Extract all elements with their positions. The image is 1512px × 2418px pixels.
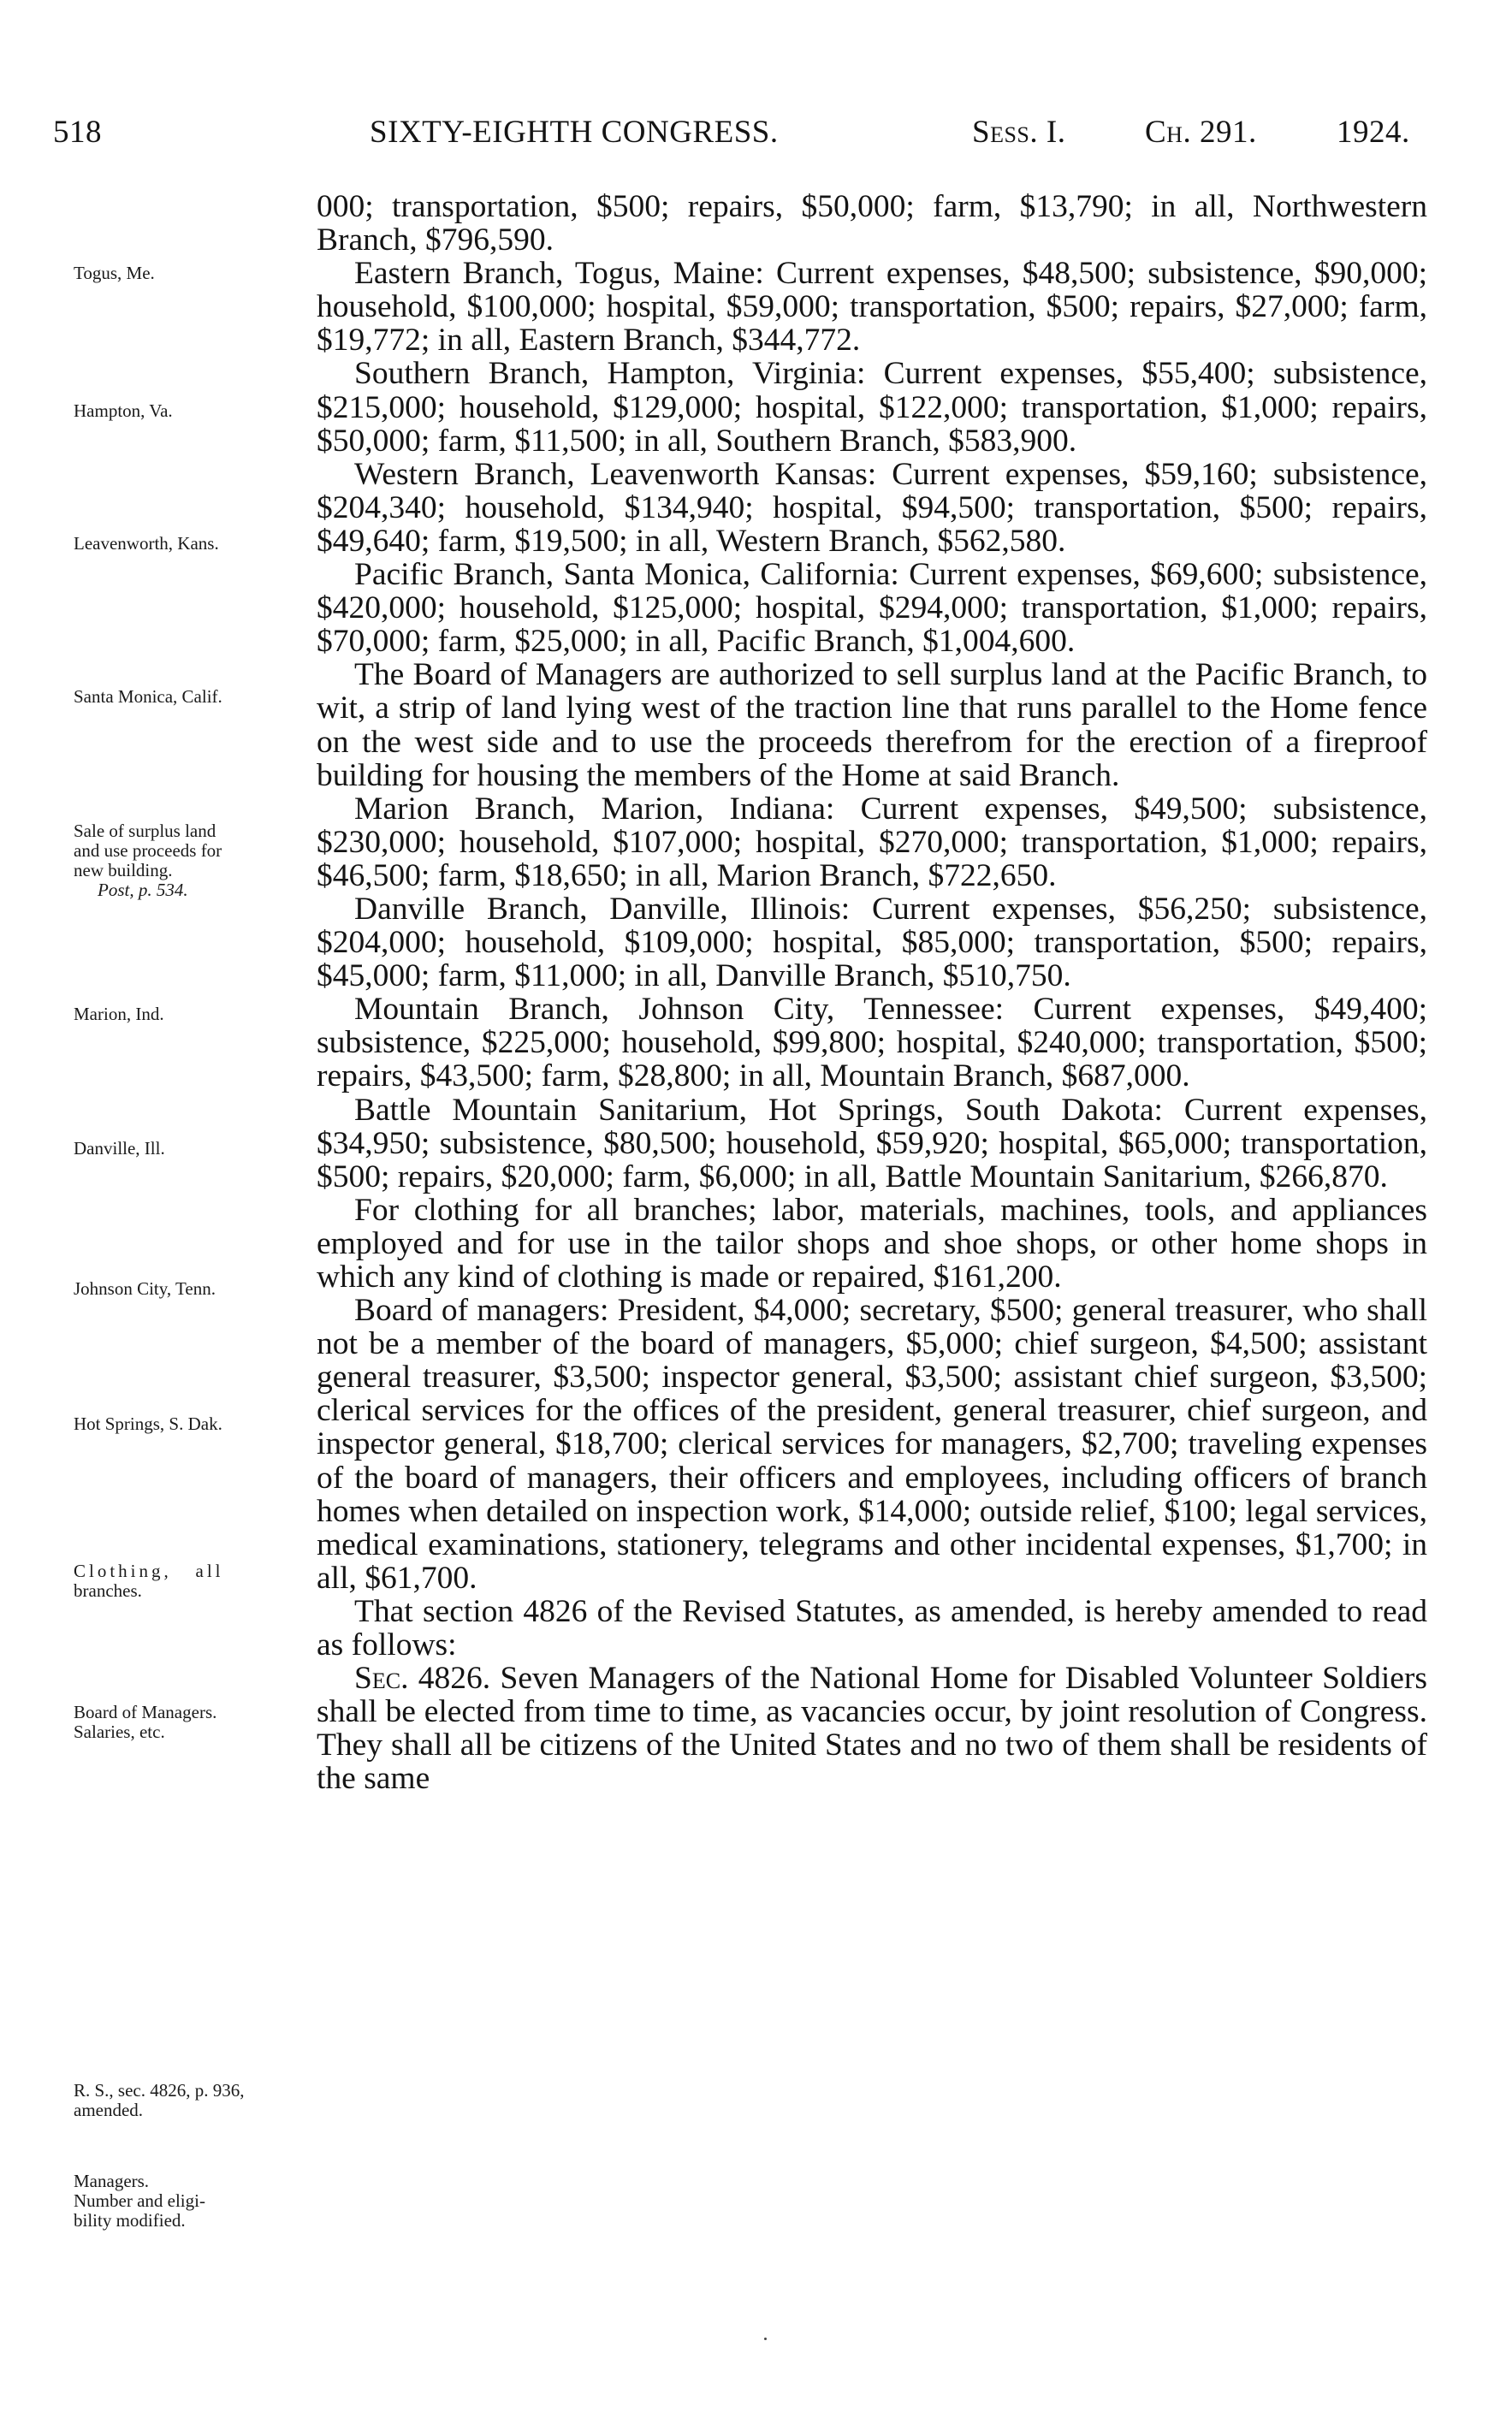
margin-note-line: Board of Managers. (74, 1702, 217, 1722)
section-label: Sec. 4826. (354, 1661, 491, 1697)
margin-note-line: Salaries, etc. (74, 1722, 165, 1742)
paragraph-pacific-branch: Pacific Branch, Santa Monica, California: Current expenses, $69,600; subsistence, $420,000; household, $125,000; hospital, $294,000; transportation, $1,000; repairs, $70,000; farm, $25,000; in all, Pacific Branch, $1,004,600. (317, 557, 1427, 660)
header-title: SIXTY-EIGHTH CONGRESS. (370, 115, 779, 150)
margin-note-hot-springs: Hot Springs, S. Dak. (74, 1413, 222, 1434)
margin-note-managers (74, 2172, 305, 2231)
body-text (317, 190, 1427, 1796)
margin-note-leavenworth: Leavenworth, Kans. (74, 533, 219, 554)
margin-note-board-of-managers (74, 1703, 305, 1742)
margin-note-line: R. S., sec. 4826, p. 936, (74, 2080, 245, 2101)
paragraph-southern-branch: Southern Branch, Hampton, Virginia: Current expenses, $55,400; subsistence, $215,000; household, $129,000; hospital, $122,000; transportation, $1,000; repairs, $50,000; farm, $11,500; in all, Southern Branch, $583,900. (317, 356, 1427, 459)
margin-note-line: Clothing, all (74, 1561, 224, 1581)
paragraph-sec-4826 (317, 1662, 1427, 1795)
paragraph-marion-branch: Marion Branch, Marion, Indiana: Current expenses, $49,500; subsistence, $230,000; household, $107,000; hospital, $270,000; transportation, $1,000; repairs, $46,500; farm, $18,650; in all, Marion Branch, $722,650. (317, 791, 1427, 893)
paragraph-clothing: For clothing for all branches; labor, materials, machines, tools, and appliances employed and for use in the tailor shops and shoe shops, or other home shops in which any kind of clothing is made or repaired, $161,200. (317, 1192, 1427, 1295)
margin-note-line: new building. (74, 860, 173, 880)
header-session: Sess. I. (972, 115, 1066, 150)
margin-note-sale-surplus-land (74, 821, 305, 900)
running-header (53, 114, 1431, 165)
paragraph-battle-mountain: Battle Mountain Sanitarium, Hot Springs, South Dakota: Current expenses, $34,950; subsistence, $80,500; household, $59,920; hospital, $65,000; transportation, $500; repairs, $20,000; farm, $6,000; in all, Battle Mountain Sanitarium, $266,870. (317, 1092, 1427, 1194)
margin-note-santa-monica: Santa Monica, Calif. (74, 686, 222, 707)
margin-note-line: bility modified. (74, 2210, 186, 2231)
page-number: 518 (53, 115, 102, 150)
margin-note-clothing (74, 1562, 305, 1601)
margin-note-line: Managers. (74, 2171, 150, 2191)
margin-note-line: and use proceeds for (74, 840, 222, 861)
margin-note-danville: Danville, Ill. (74, 1138, 165, 1159)
paragraph-surplus-land: The Board of Managers are authorized to sell surplus land at the Pacific Branch, to wit, a strip of land lying west of the traction line that runs parallel to the Home fence on the west side and to use the proceeds therefrom for the erection of a fireproof building for housing the members of the Home at said Branch. (317, 657, 1427, 793)
margin-note-hampton: Hampton, Va. (74, 400, 173, 421)
paragraph-western-branch: Western Branch, Leavenworth Kansas: Current expenses, $59,160; subsistence, $204,340; household, $134,940; hospital, $94,500; transportation, $500; repairs, $49,640; farm, $19,500; in all, Western Branch, $562,580. (317, 456, 1427, 559)
paragraph-board-of-managers: Board of managers: President, $4,000; secretary, $500; general treasurer, who shall not be a member of the board of managers, $5,000; chief surgeon, $4,500; assistant general treasurer, $3,500; inspector general, $3,500; assistant chief surgeon, $3,500; clerical services for the offices of the president, general treasurer, chief surgeon, and inspector general, $18,700; clerical services for managers, $2,700; traveling expenses of the board of managers, their officers and employees, including officers of branch homes when detailed on inspection work, $14,000; outside relief, $100; legal services, medical examinations, stationery, telegrams and other incidental expenses, $1,700; in all, $61,700. (317, 1293, 1427, 1596)
margin-note-johnson-city: Johnson City, Tenn. (74, 1278, 216, 1299)
paragraph-section-amendment: That section 4826 of the Revised Statutes, as amended, is hereby amended to read as follows: (317, 1593, 1427, 1663)
margin-note-marion: Marion, Ind. (74, 1004, 164, 1024)
margin-note-crossref: Post, p. 534. (98, 880, 188, 900)
paragraph-mountain-branch: Mountain Branch, Johnson City, Tennessee: Current expenses, $49,400; subsistence, $225,000; household, $99,800; hospital, $240,000; transportation, $500; repairs, $43,500; farm, $28,800; in all, Mountain Branch, $687,000. (317, 992, 1427, 1094)
paragraph-danville-branch: Danville Branch, Danville, Illinois: Current expenses, $56,250; subsistence, $204,000; household, $109,000; hospital, $85,000; transportation, $500; repairs, $45,000; farm, $11,000; in all, Danville Branch, $510,750. (317, 891, 1427, 994)
margin-note-line: amended. (74, 2100, 144, 2120)
margin-note-line: branches. (74, 1580, 142, 1601)
margin-note-revised-statutes (74, 2081, 305, 2120)
header-year: 1924. (1337, 115, 1410, 150)
print-mark (764, 2338, 767, 2340)
margin-note-line: Sale of surplus land (74, 821, 216, 841)
margin-note-togus: Togus, Me. (74, 263, 155, 283)
paragraph-northwestern-branch: 000; transportation, $500; repairs, $50,000; farm, $13,790; in all, Northwestern Branch, $796,590. (317, 189, 1427, 258)
section-text: Seven Managers of the National Home for Disabled Volunteer Soldiers shall be elected from time to time, as vacancies occur, by joint resolution of Congress. They shall all be citizens of the United States and no two of them shall be residents of the same (317, 1661, 1428, 1797)
header-chapter: Ch. 291. (1145, 115, 1257, 150)
paragraph-eastern-branch: Eastern Branch, Togus, Maine: Current expenses, $48,500; subsistence, $90,000; household, $100,000; hospital, $59,000; transportation, $500; repairs, $27,000; farm, $19,772; in all, Eastern Branch, $344,772. (317, 256, 1427, 359)
margin-note-line: Number and eligi- (74, 2190, 205, 2211)
